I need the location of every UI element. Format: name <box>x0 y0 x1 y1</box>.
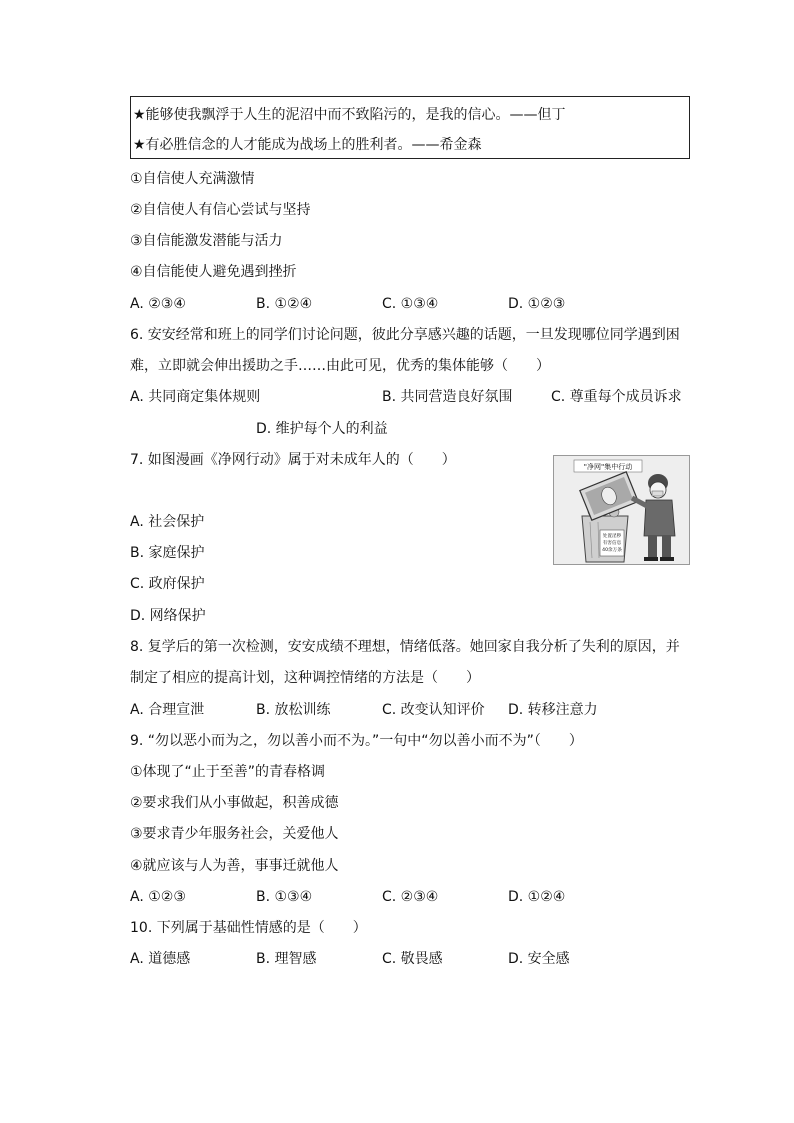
q6-option-d: D. 维护每个人的利益 <box>256 421 388 437</box>
q10-option-d: D. 安全感 <box>508 951 570 967</box>
q5-option-a: A. ②③④ <box>130 296 186 312</box>
q9-statement-1: ①体现了“止于至善”的青春格调 <box>130 764 326 780</box>
q6-stem-line-2: 难，立即就会伸出援助之手……由此可见，优秀的集体能够（ ） <box>130 358 550 374</box>
quote-box <box>130 96 690 159</box>
q9-option-a: A. ①②③ <box>130 889 186 905</box>
comic-image <box>553 455 690 565</box>
q5-statement-3: ③自信能激发潜能与活力 <box>130 233 283 249</box>
q8-stem-line-2: 制定了相应的提高计划，这种调控情绪的方法是（ ） <box>130 670 480 686</box>
q5-option-c: C. ①③④ <box>382 296 439 312</box>
q8-option-b: B. 放松训练 <box>256 702 331 718</box>
q8-option-c: C. 改变认知评价 <box>382 702 485 718</box>
q9-stem: 9. “勿以恶小而为之，勿以善小而不为。”一句中“勿以善小而不为”（ ） <box>130 733 583 749</box>
q6-stem-line-1: 6. 安安经常和班上的同学们讨论问题，彼此分享感兴趣的话题，一旦发现哪位同学遇到困 <box>130 327 680 343</box>
q5-statement-4: ④自信能使人避免遇到挫折 <box>130 264 297 280</box>
q5-statement-1: ①自信使人充满激情 <box>130 171 255 187</box>
q8-option-d: D. 转移注意力 <box>508 702 598 718</box>
q6-option-b: B. 共同营造良好氛围 <box>382 389 513 405</box>
comic-bin-text-2: 有害信息 <box>602 541 622 546</box>
q7-option-c: C. 政府保护 <box>130 576 205 592</box>
quote-line-2: ★有必胜信念的人才能成为战场上的胜利者。——希金森 <box>133 137 482 153</box>
q9-statement-2: ②要求我们从小事做起，积善成德 <box>130 795 339 811</box>
q7-option-b: B. 家庭保护 <box>130 545 205 561</box>
q6-option-a: A. 共同商定集体规则 <box>130 389 261 405</box>
q5-option-d: D. ①②③ <box>508 296 566 312</box>
q8-option-a: A. 合理宣泄 <box>130 702 205 718</box>
q7-option-a: A. 社会保护 <box>130 514 205 530</box>
quote-line-1: ★能够使我飘浮于人生的泥沼中而不致陷污的，是我的信心。——但丁 <box>133 107 566 123</box>
q8-stem-line-1: 8. 复学后的第一次检测，安安成绩不理想，情绪低落。她回家自我分析了失利的原因，并 <box>130 639 680 655</box>
comic-banner: "净网"集中行动 <box>583 463 633 471</box>
q5-option-b: B. ①②④ <box>256 296 313 312</box>
q10-option-b: B. 理智感 <box>256 951 317 967</box>
comic-illustration <box>554 456 690 565</box>
q10-option-c: C. 敬畏感 <box>382 951 443 967</box>
q9-option-b: B. ①③④ <box>256 889 313 905</box>
q9-statement-4: ④就应该与人为善，事事迁就他人 <box>130 858 339 874</box>
q7-stem: 7. 如图漫画《净网行动》属于对未成年人的（ ） <box>130 452 456 468</box>
q9-option-c: C. ②③④ <box>382 889 439 905</box>
comic-bin-text-3: 40余万条 <box>602 548 622 553</box>
q5-statement-2: ②自信使人有信心尝试与坚持 <box>130 202 311 218</box>
q9-statement-3: ③要求青少年服务社会，关爱他人 <box>130 826 339 842</box>
q9-option-d: D. ①②④ <box>508 889 566 905</box>
q10-stem: 10. 下列属于基础性情感的是（ ） <box>130 920 367 936</box>
q7-option-d: D. 网络保护 <box>130 608 206 624</box>
q10-option-a: A. 道德感 <box>130 951 191 967</box>
comic-bin-text-1: 处置淫秽 <box>602 534 622 539</box>
q6-option-c: C. 尊重每个成员诉求 <box>551 389 682 405</box>
